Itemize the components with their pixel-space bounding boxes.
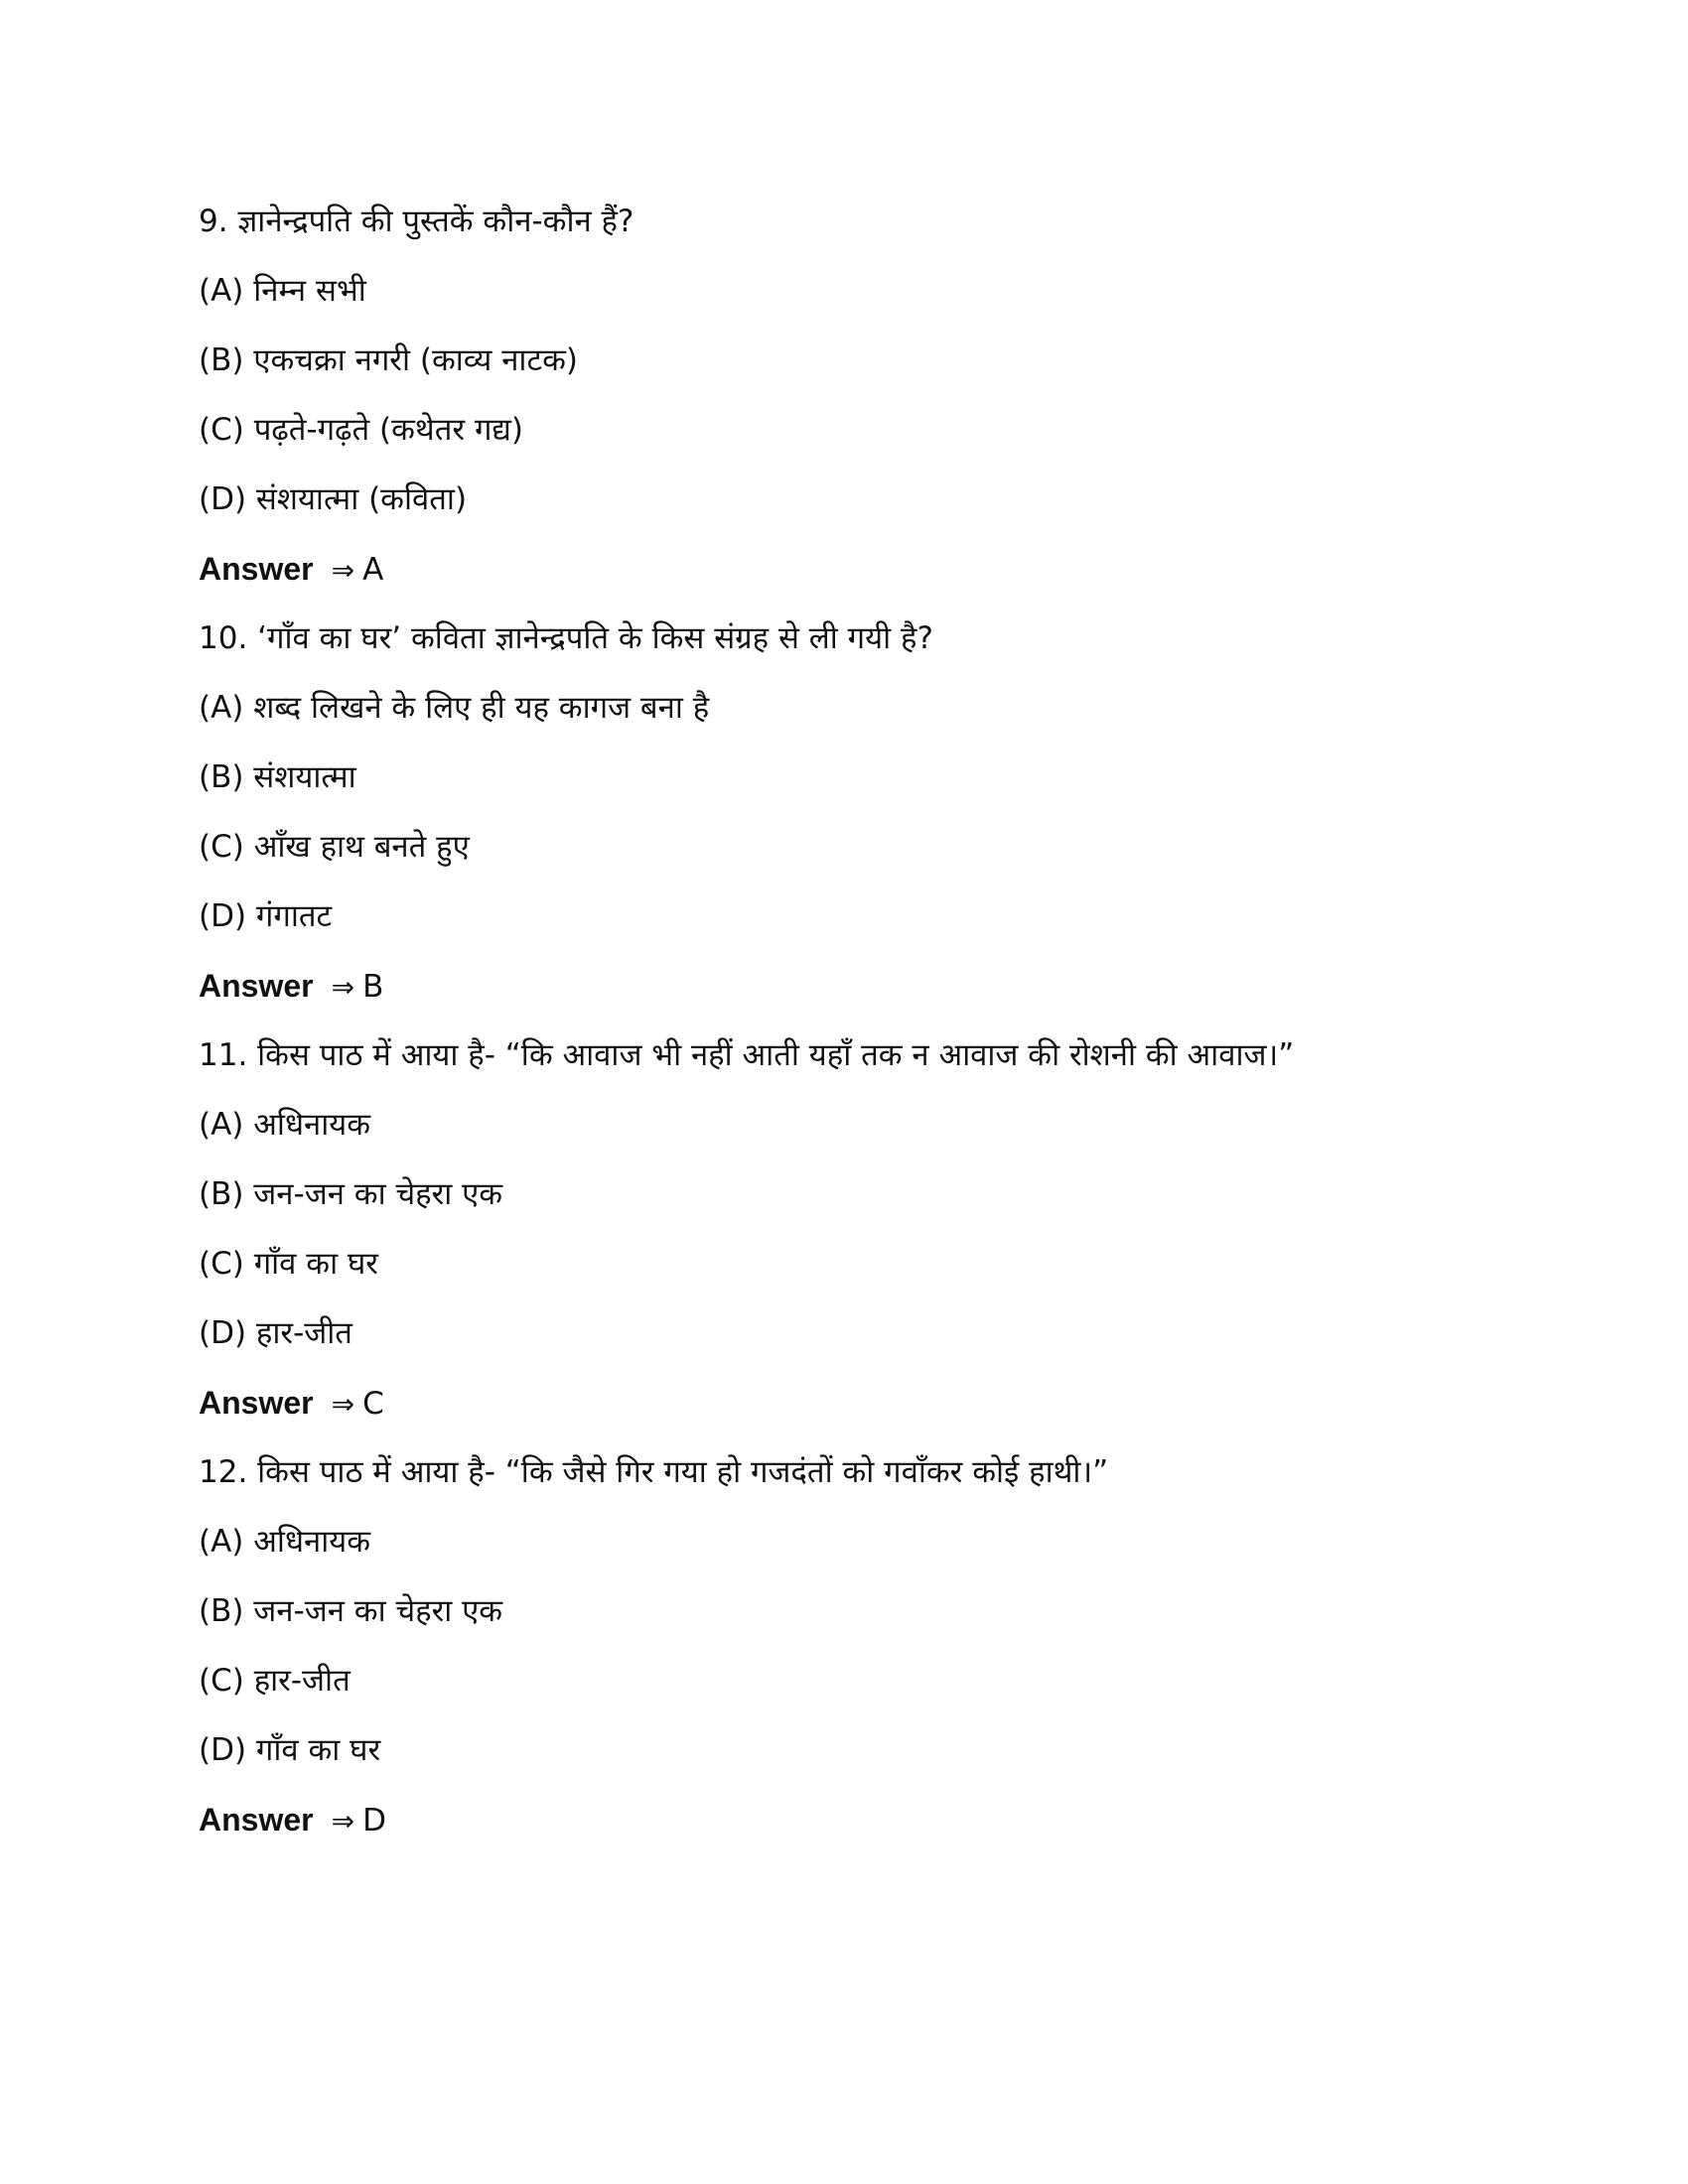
question-12-option-c: (C) हार-जीत [199, 1663, 351, 1699]
question-10-answer [199, 959, 1549, 1028]
answer-value: D [362, 1803, 386, 1839]
question-11-answer [199, 1376, 1549, 1445]
answer-arrow-icon: ⇒ [331, 1388, 355, 1421]
question-9-option-c: (C) पढ़ते-गढ़ते (कथेतर गद्य) [199, 412, 524, 448]
question-11-option-d: (D) हार-जीत [199, 1315, 352, 1351]
question-10-option-b: (B) संशयात्मा [199, 759, 356, 795]
answer-value: C [362, 1386, 384, 1422]
question-9-option-d: (D) संशयात्मा (कविता) [199, 481, 468, 517]
answer-value: A [362, 552, 384, 588]
answer-label: Answer [199, 968, 314, 1004]
question-12-text: 12. किस पाठ में आया है- “कि जैसे गिर गया हो गजदंतों को गवाँकर कोई हाथी।” [199, 1454, 1109, 1490]
answer-label: Answer [199, 551, 314, 587]
question-10-text: 10. ‘गाँव का घर’ कविता ज्ञानेन्द्रपति के किस संग्रह से ली गयी है? [199, 620, 933, 656]
question-9-option-a: (A) निम्न सभी [199, 273, 366, 309]
answer-arrow-icon: ⇒ [331, 554, 355, 587]
question-10-option-a: (A) शब्द लिखने के लिए ही यह कागज बना है [199, 690, 710, 726]
question-9-text: 9. ज्ञानेन्द्रपति की पुस्तकें कौन-कौन हैं? [199, 204, 634, 239]
answer-arrow-icon: ⇒ [331, 971, 355, 1004]
answer-arrow-icon: ⇒ [331, 1805, 355, 1838]
question-12-option-a: (A) अधिनायक [199, 1524, 371, 1560]
question-page [199, 195, 1549, 1862]
answer-label: Answer [199, 1385, 314, 1421]
question-12-answer [199, 1793, 1549, 1862]
question-11-text: 11. किस पाठ में आया है- “कि आवाज भी नहीं आती यहाँ तक न आवाज की रोशनी की आवाज।” [199, 1037, 1295, 1073]
question-10-option-d: (D) गंगातट [199, 898, 333, 934]
answer-label: Answer [199, 1802, 314, 1838]
question-11-option-b: (B) जन-जन का चेहरा एक [199, 1176, 503, 1212]
question-12-option-d: (D) गाँव का घर [199, 1732, 381, 1768]
question-9-answer [199, 542, 1549, 612]
question-10-option-c: (C) आँख हाथ बनते हुए [199, 829, 470, 865]
answer-value: B [362, 969, 384, 1005]
question-12-option-b: (B) जन-जन का चेहरा एक [199, 1593, 503, 1629]
question-11-option-c: (C) गाँव का घर [199, 1246, 378, 1282]
question-11-option-a: (A) अधिनायक [199, 1107, 371, 1143]
question-9-option-b: (B) एकचक्रा नगरी (काव्य नाटक) [199, 342, 578, 378]
